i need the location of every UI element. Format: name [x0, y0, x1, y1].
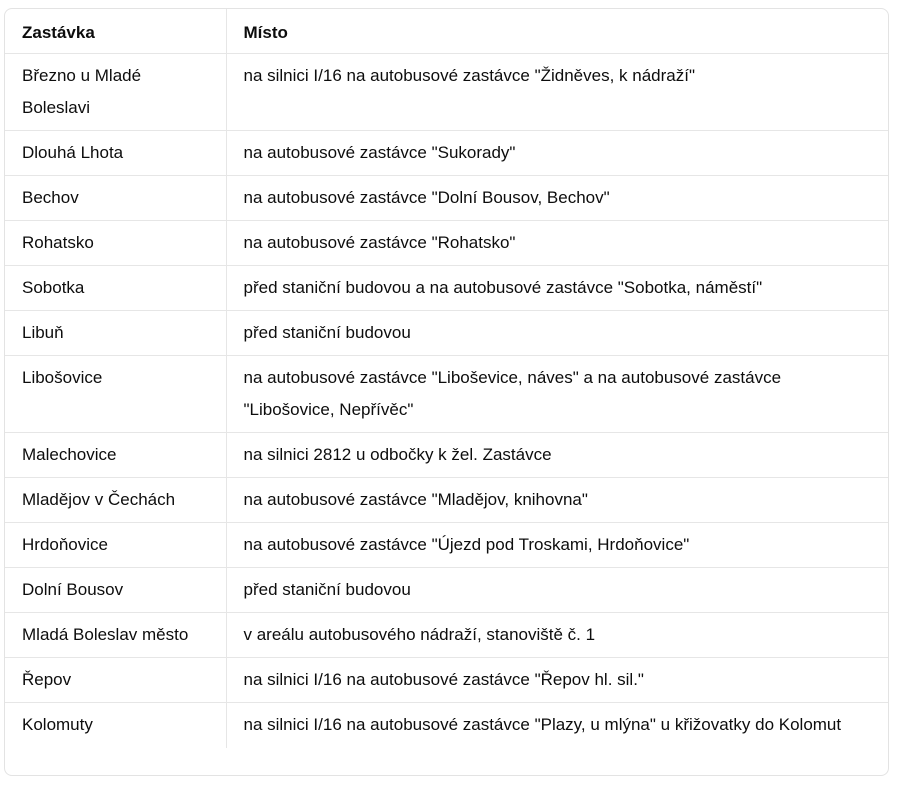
- table-header-row: [5, 9, 888, 54]
- stop-cell: Malechovice: [5, 433, 226, 478]
- stop-cell: Kolomuty: [5, 703, 226, 748]
- table-row: [5, 658, 888, 703]
- table-row: [5, 523, 888, 568]
- place-cell: na autobusové zastávce "Rohatsko": [226, 221, 888, 266]
- place-cell: na silnici I/16 na autobusové zastávce "Plazy, u mlýna" u křižovatky do Kolomut: [243, 715, 842, 734]
- stops-table: [5, 9, 888, 748]
- column-header-place: Místo: [226, 9, 888, 54]
- stop-cell: Řepov: [5, 658, 226, 703]
- table-row: [5, 54, 888, 131]
- table-row: [5, 176, 888, 221]
- stop-cell: Rohatsko: [5, 221, 226, 266]
- stop-cell: Dlouhá Lhota: [5, 131, 226, 176]
- table-row: [5, 433, 888, 478]
- table-row: [5, 568, 888, 613]
- column-header-stop: Zastávka: [5, 9, 226, 54]
- stop-cell: Sobotka: [5, 266, 226, 311]
- place-cell: na autobusové zastávce "Liboševice, náves" a na autobusové zastávce "Libošovice, Nepřívěc": [226, 356, 888, 433]
- stop-cell: Mladějov v Čechách: [5, 478, 226, 523]
- place-cell: v areálu autobusového nádraží, stanoviště č. 1: [226, 613, 888, 658]
- stop-cell: Bechov: [5, 176, 226, 221]
- table-row: [5, 478, 888, 523]
- stop-cell: Hrdoňovice: [5, 523, 226, 568]
- table-row: [5, 356, 888, 433]
- place-cell: na silnici 2812 u odbočky k žel. Zastávce: [226, 433, 888, 478]
- place-cell: na autobusové zastávce "Sukorady": [226, 131, 888, 176]
- stop-cell: Libošovice: [5, 356, 226, 433]
- place-cell: na autobusové zastávce "Mladějov, knihovna": [226, 478, 888, 523]
- place-cell: na silnici I/16 na autobusové zastávce "Řepov hl. sil.": [226, 658, 888, 703]
- place-cell: před staniční budovou a na autobusové zastávce "Sobotka, náměstí": [226, 266, 888, 311]
- table-row: [5, 613, 888, 658]
- stop-cell: Libuň: [5, 311, 226, 356]
- stop-cell: Dolní Bousov: [5, 568, 226, 613]
- place-cell: na autobusové zastávce "Újezd pod Troskami, Hrdoňovice": [226, 523, 888, 568]
- table-row: [5, 221, 888, 266]
- place-cell: na autobusové zastávce "Dolní Bousov, Bechov": [226, 176, 888, 221]
- table-row: [5, 703, 888, 748]
- table-row: [5, 266, 888, 311]
- stops-table-container: [4, 8, 889, 776]
- stop-cell: Březno u Mladé Boleslavi: [5, 54, 226, 131]
- place-cell: na silnici I/16 na autobusové zastávce "Židněves, k nádraží": [226, 54, 888, 131]
- stop-cell: Mladá Boleslav město: [5, 613, 226, 658]
- place-cell: před staniční budovou: [226, 568, 888, 613]
- table-row: [5, 311, 888, 356]
- table-row: [5, 131, 888, 176]
- place-cell: před staniční budovou: [226, 311, 888, 356]
